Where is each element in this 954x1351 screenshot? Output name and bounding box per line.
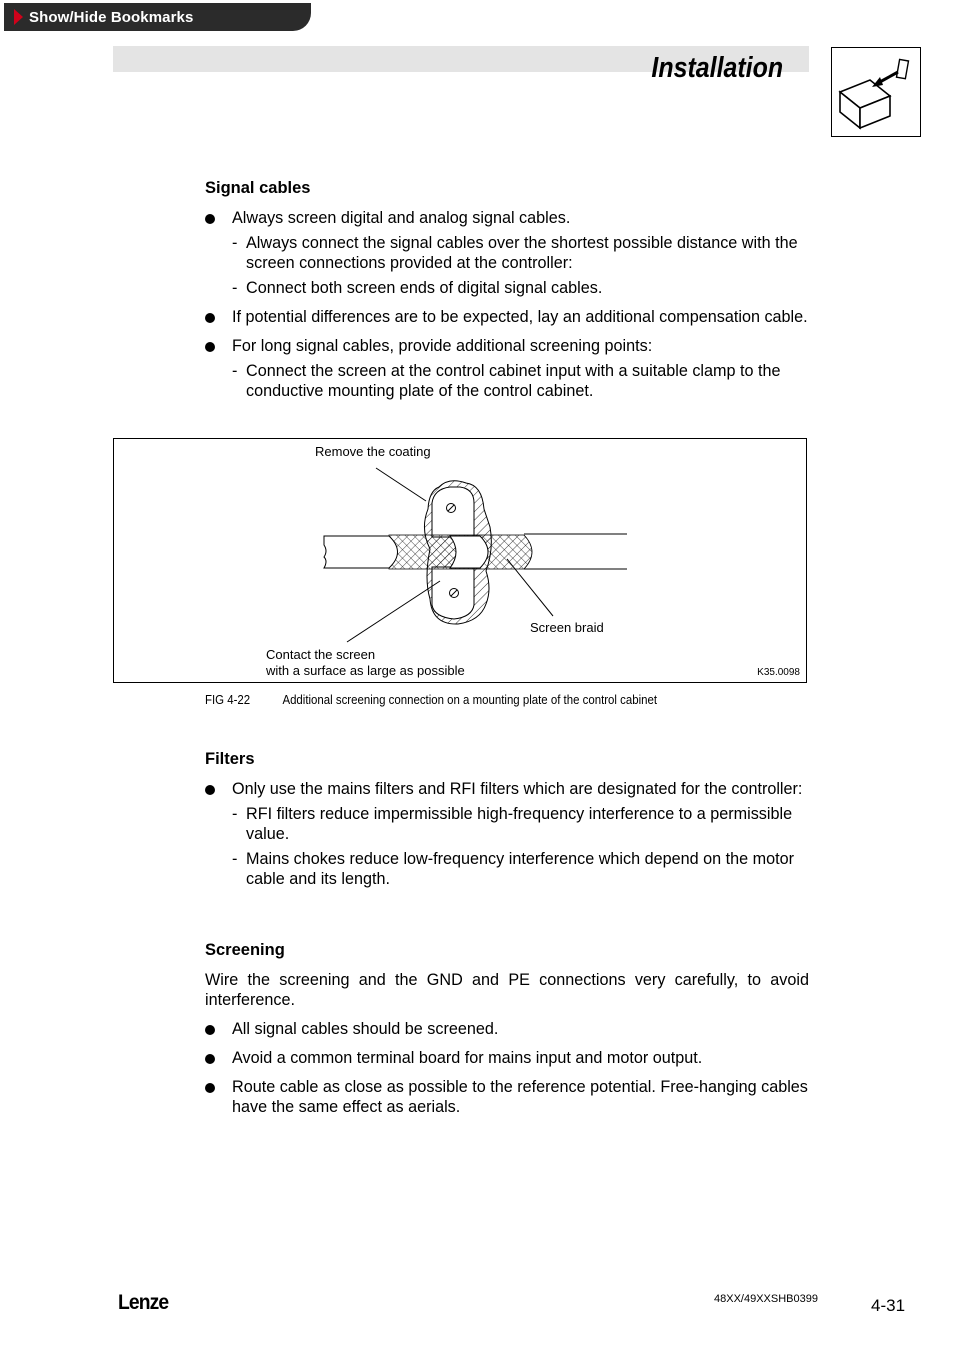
screening-heading: Screening (205, 941, 285, 959)
figure-caption-text: Additional screening connection on a mounting plate of the control cabinet (282, 692, 658, 707)
sub-text: Connect both screen ends of digital signal cables. (246, 279, 603, 297)
filters-heading: Filters (205, 750, 255, 768)
bullet-icon (205, 214, 215, 224)
screening-section (205, 940, 809, 1126)
list-item (205, 336, 809, 356)
figure-caption (205, 692, 657, 707)
list-item (205, 1077, 809, 1117)
page-number: 4-31 (871, 1296, 906, 1315)
lenze-logo: Lenze (118, 1291, 169, 1314)
contact-screen-label-line2: with a surface as large as possible (266, 663, 465, 678)
screen-clamp-figure (113, 438, 807, 683)
sub-list-item: - Connect the screen at the control cabinet input with a suitable clamp to the conductive mounting plate of the control cabinet. (232, 362, 781, 400)
bullet-text: If potential differences are to be expected, lay an additional compensation cable. (232, 308, 808, 326)
bullet-text: All signal cables should be screened. (232, 1020, 499, 1038)
bullet-text: Only use the mains filters and RFI filters which are designated for the controller: (232, 780, 803, 798)
sub-list-item: - Mains chokes reduce low-frequency interference which depend on the motor cable and its length. (232, 850, 794, 888)
figure-code: K35.0098 (757, 667, 800, 678)
sub-text: Always connect the signal cables over the shortest possible distance with the screen connections provided at the controller: (246, 234, 798, 272)
bullet-text: Route cable as close as possible to the reference potential. Free-hanging cables have the same effect as aerials. (232, 1078, 808, 1116)
sub-text: Mains chokes reduce low-frequency interference which depend on the motor cable and its length. (246, 850, 794, 888)
bullet-icon (205, 1025, 215, 1035)
sub-list-item: - Connect both screen ends of digital signal cables. (232, 279, 603, 297)
installation-module-icon (831, 47, 921, 137)
screening-intro: Wire the screening and the GND and PE connections very carefully, to avoid interference. (205, 971, 809, 1009)
page-title: Installation (651, 52, 783, 84)
sub-text: RFI filters reduce impermissible high-frequency interference to a permissible value. (246, 805, 793, 843)
list-item (205, 1019, 809, 1039)
filters-section (205, 749, 809, 898)
bullet-text: Always screen digital and analog signal cables. (232, 209, 571, 227)
bullet-icon (205, 785, 215, 795)
bookmark-arrow-icon (14, 9, 23, 25)
signal-cables-heading: Signal cables (205, 179, 311, 197)
document-number: 48XX/49XXSHB0399 (714, 1293, 818, 1305)
bullet-icon (205, 313, 215, 323)
show-hide-bookmarks-button[interactable] (4, 3, 311, 31)
list-item (205, 208, 809, 228)
figure-number: FIG 4-22 (205, 692, 251, 707)
sub-list-item: - RFI filters reduce impermissible high-frequency interference to a permissible value. (232, 805, 793, 843)
list-item (205, 307, 809, 327)
page-content (205, 178, 809, 410)
bullet-icon (205, 342, 215, 352)
bookmarks-label: Show/Hide Bookmarks (29, 8, 194, 26)
sub-list-item: - Always connect the signal cables over the shortest possible distance with the screen connections provided at the controller: (232, 234, 798, 272)
remove-coating-label: Remove the coating (315, 444, 431, 459)
list-item (205, 779, 809, 799)
screen-braid-label: Screen braid (530, 620, 604, 635)
bullet-icon (205, 1054, 215, 1064)
contact-screen-label-line1: Contact the screen (266, 647, 376, 662)
sub-text: Connect the screen at the control cabinet input with a suitable clamp to the conductive mounting plate of the control cabinet. (246, 362, 781, 400)
list-item (205, 1048, 809, 1068)
bullet-icon (205, 1083, 215, 1093)
bullet-text: Avoid a common terminal board for mains input and motor output. (232, 1049, 703, 1067)
bullet-text: For long signal cables, provide additional screening points: (232, 337, 653, 355)
